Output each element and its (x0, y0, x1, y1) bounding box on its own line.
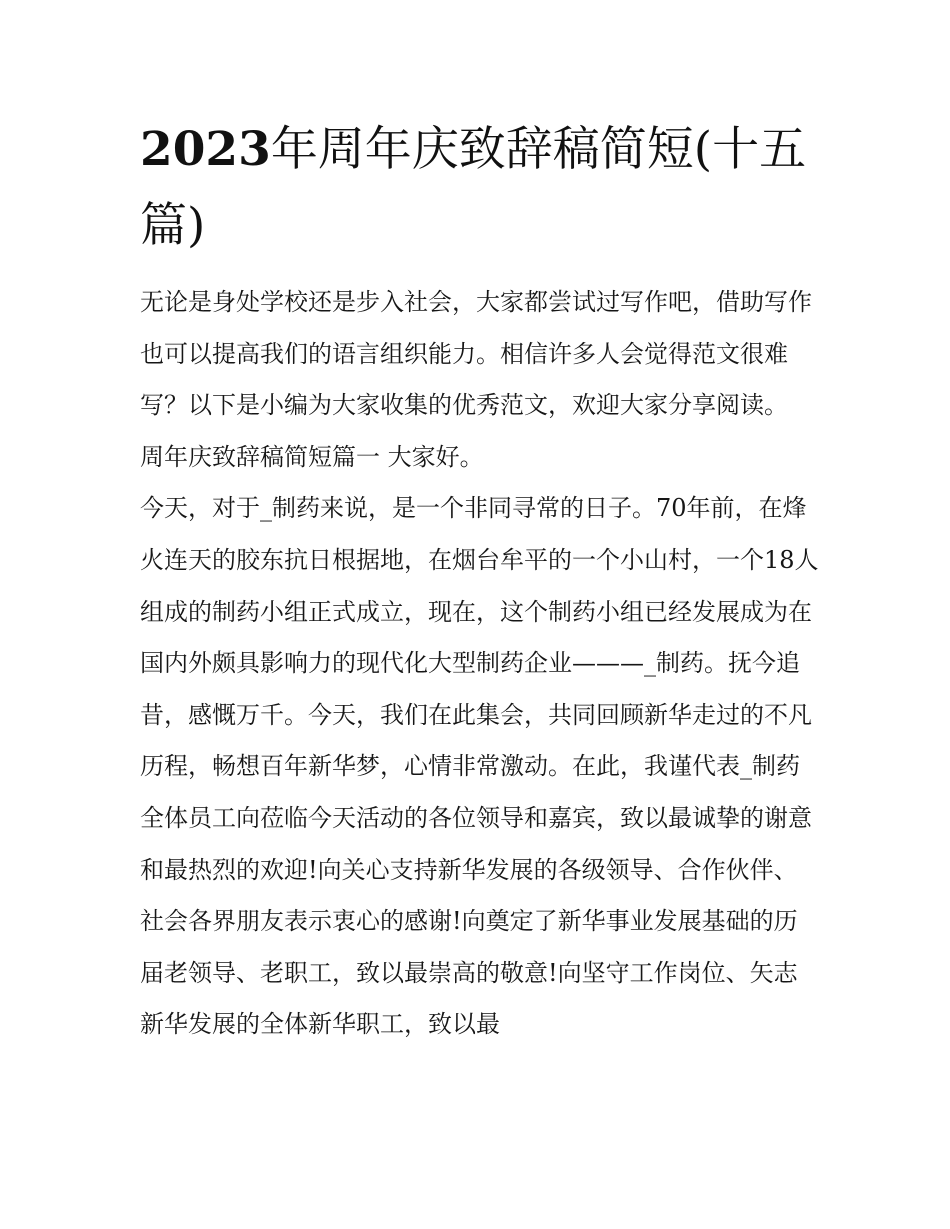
title-text: 年周年庆致辞稿简短(十五篇) (140, 122, 807, 253)
body-paragraph: 今天，对于_制药来说，是一个非同寻常的日子。70年前，在烽火连天的胶东抗日根据地，在烟台牟平的一个小山村，一个18人组成的制药小组正式成立，现在，这个制药小组已经发展成为在国内外颇具影响力的现代化大型制药企业———_制药。抚今追昔，感慨万千。今天，我们在此集会，共同回顾新华走过的不凡历程，畅想百年新华梦，心情非常激动。在此，我谨代表_制药全体员工向莅临今天活动的各位领导和嘉宾，致以最诚挚的谢意和最热烈的欢迎!向关心支持新华发展的各级领导、合作伙伴、社会各界朋友表示衷心的感谢!向奠定了新华事业发展基础的历届老领导、老职工，致以最崇高的敬意!向坚守工作岗位、矢志新华发展的全体新华职工，致以最 (140, 494, 819, 1039)
title-year: 2023 (140, 122, 271, 177)
section-heading-paragraph: 周年庆致辞稿简短篇一 大家好。 (140, 442, 484, 471)
document-title (140, 112, 820, 264)
intro-paragraph: 无论是身处学校还是步入社会，大家都尝试过写作吧，借助写作也可以提高我们的语言组织能力。相信许多人会觉得范文很难写？以下是小编为大家收集的优秀范文，欢迎大家分享阅读。 (140, 288, 812, 420)
document-body (140, 277, 820, 1051)
